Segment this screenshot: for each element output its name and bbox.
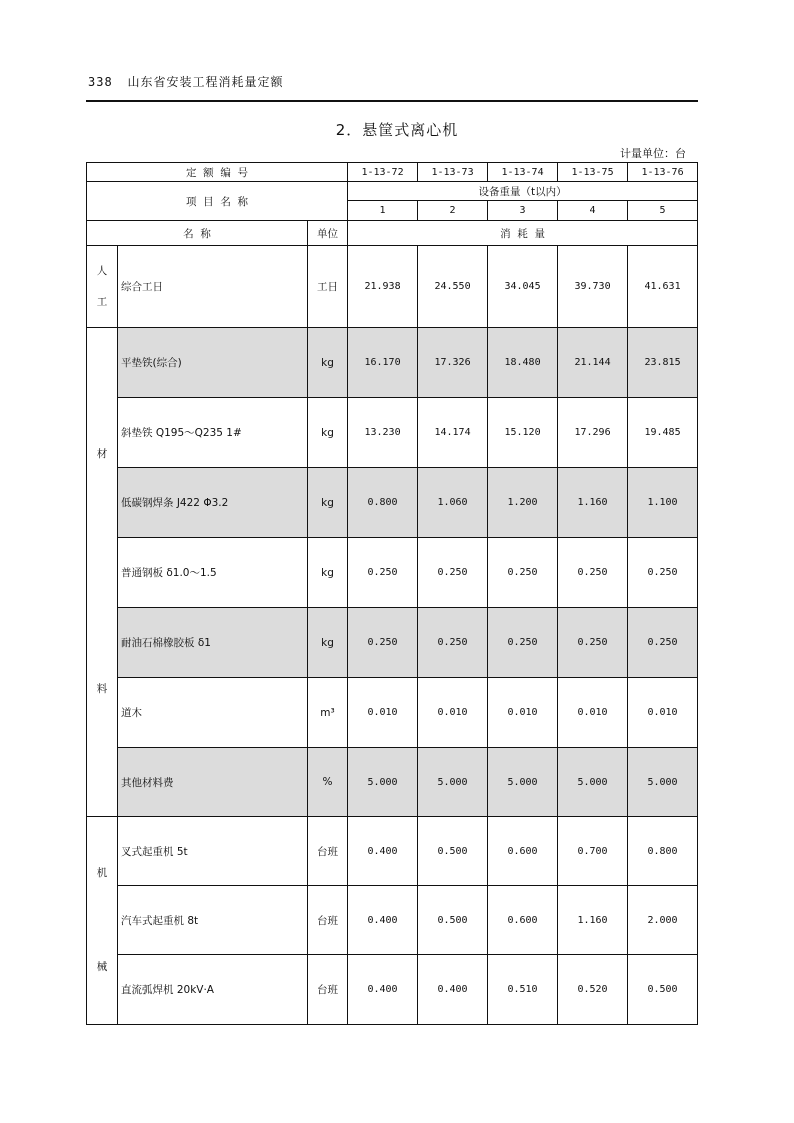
table-row: [87, 468, 698, 538]
quota-code: 1-13-76: [628, 163, 698, 182]
param-value: 1: [348, 201, 418, 221]
consumption-value: 0.250: [628, 538, 698, 608]
consumption-value: 0.250: [558, 538, 628, 608]
item-name: 耐油石棉橡胶板 δ1: [118, 608, 308, 678]
item-name: 汽车式起重机 8t: [118, 886, 308, 955]
consumption-value: 15.120: [488, 398, 558, 468]
consumption-value: 0.250: [418, 608, 488, 678]
col-unit-label: 单位: [308, 221, 348, 246]
quota-code: 1-13-74: [488, 163, 558, 182]
consumption-label: 消 耗 量: [348, 221, 698, 246]
quota-code: 1-13-73: [418, 163, 488, 182]
consumption-value: 0.250: [348, 538, 418, 608]
table-row: [87, 817, 698, 886]
consumption-value: 0.400: [348, 886, 418, 955]
category-label: [87, 328, 118, 817]
table-row: [87, 955, 698, 1025]
category-label: [87, 246, 118, 328]
item-name: 综合工日: [118, 246, 308, 328]
consumption-value: 0.700: [558, 817, 628, 886]
consumption-value: 1.200: [488, 468, 558, 538]
consumption-value: 1.160: [558, 468, 628, 538]
consumption-value: 0.400: [348, 817, 418, 886]
category-label-text: 材 料: [96, 448, 108, 695]
quota-table: [86, 162, 698, 1025]
consumption-value: 41.631: [628, 246, 698, 328]
consumption-value: 39.730: [558, 246, 628, 328]
category-label: [87, 817, 118, 1025]
consumption-value: 1.160: [558, 886, 628, 955]
consumption-value: 21.938: [348, 246, 418, 328]
item-name: 低碳钢焊条 J422 Φ3.2: [118, 468, 308, 538]
header-rule: [86, 100, 698, 102]
item-unit: kg: [308, 398, 348, 468]
item-name: 普通钢板 δ1.0～1.5: [118, 538, 308, 608]
consumption-value: 0.520: [558, 955, 628, 1025]
item-unit: m³: [308, 678, 348, 748]
item-name: 斜垫铁 Q195～Q235 1#: [118, 398, 308, 468]
item-name: 叉式起重机 5t: [118, 817, 308, 886]
param-value: 4: [558, 201, 628, 221]
item-unit: kg: [308, 538, 348, 608]
table-row: [87, 538, 698, 608]
item-name: 道木: [118, 678, 308, 748]
consumption-value: 17.296: [558, 398, 628, 468]
item-name-label: 项 目 名 称: [87, 182, 348, 221]
consumption-value: 14.174: [418, 398, 488, 468]
consumption-value: 0.010: [418, 678, 488, 748]
quota-code: 1-13-72: [348, 163, 418, 182]
consumption-value: 13.230: [348, 398, 418, 468]
item-unit: 台班: [308, 817, 348, 886]
unit-note: 计量单位：台: [620, 147, 686, 160]
consumption-value: 5.000: [348, 748, 418, 817]
consumption-value: 0.250: [418, 538, 488, 608]
consumption-value: 18.480: [488, 328, 558, 398]
consumption-value: 0.010: [488, 678, 558, 748]
consumption-value: 0.250: [558, 608, 628, 678]
item-unit: 台班: [308, 955, 348, 1025]
consumption-value: 16.170: [348, 328, 418, 398]
consumption-value: 0.250: [488, 538, 558, 608]
consumption-value: 5.000: [628, 748, 698, 817]
consumption-value: 0.800: [628, 817, 698, 886]
consumption-value: 24.550: [418, 246, 488, 328]
quota-code-label: 定 额 编 号: [87, 163, 348, 182]
consumption-value: 34.045: [488, 246, 558, 328]
quota-code: 1-13-75: [558, 163, 628, 182]
quota-code-row: [87, 163, 698, 182]
category-label-text: 人 工: [96, 264, 108, 308]
param-value: 3: [488, 201, 558, 221]
consumption-value: 0.500: [628, 955, 698, 1025]
table-row: [87, 328, 698, 398]
page-number: 338: [88, 75, 113, 89]
consumption-value: 5.000: [418, 748, 488, 817]
item-unit: 工日: [308, 246, 348, 328]
consumption-value: 2.000: [628, 886, 698, 955]
item-unit: kg: [308, 608, 348, 678]
item-unit: %: [308, 748, 348, 817]
table-row: [87, 608, 698, 678]
consumption-value: 0.400: [418, 955, 488, 1025]
consumption-value: 5.000: [558, 748, 628, 817]
column-header-row: [87, 221, 698, 246]
table-row: [87, 886, 698, 955]
section-title: 2．悬筐式离心机: [335, 121, 459, 139]
consumption-value: 0.800: [348, 468, 418, 538]
item-unit: 台班: [308, 886, 348, 955]
item-unit: kg: [308, 468, 348, 538]
table-row: [87, 678, 698, 748]
item-unit: kg: [308, 328, 348, 398]
consumption-value: 0.250: [348, 608, 418, 678]
consumption-value: 0.510: [488, 955, 558, 1025]
param-label: 设备重量（t以内）: [348, 182, 698, 201]
consumption-value: 0.600: [488, 886, 558, 955]
consumption-value: 23.815: [628, 328, 698, 398]
param-label-row: [87, 182, 698, 201]
table-row: [87, 748, 698, 817]
consumption-value: 0.010: [348, 678, 418, 748]
col-name-label: 名 称: [87, 221, 308, 246]
consumption-value: 1.060: [418, 468, 488, 538]
consumption-value: 5.000: [488, 748, 558, 817]
category-label-text: 机 械: [96, 867, 108, 974]
consumption-value: 0.500: [418, 817, 488, 886]
book-title: 山东省安装工程消耗量定额: [127, 75, 284, 89]
table-row: [87, 246, 698, 328]
item-name: 平垫铁(综合): [118, 328, 308, 398]
param-value: 2: [418, 201, 488, 221]
consumption-value: 0.250: [628, 608, 698, 678]
consumption-value: 0.600: [488, 817, 558, 886]
consumption-value: 0.400: [348, 955, 418, 1025]
consumption-value: 0.500: [418, 886, 488, 955]
param-value: 5: [628, 201, 698, 221]
consumption-value: 17.326: [418, 328, 488, 398]
consumption-value: 1.100: [628, 468, 698, 538]
consumption-value: 21.144: [558, 328, 628, 398]
running-header: [88, 73, 284, 90]
table-row: [87, 398, 698, 468]
consumption-value: 19.485: [628, 398, 698, 468]
consumption-value: 0.010: [558, 678, 628, 748]
item-name: 直流弧焊机 20kV·A: [118, 955, 308, 1025]
consumption-value: 0.010: [628, 678, 698, 748]
consumption-value: 0.250: [488, 608, 558, 678]
item-name: 其他材料费: [118, 748, 308, 817]
